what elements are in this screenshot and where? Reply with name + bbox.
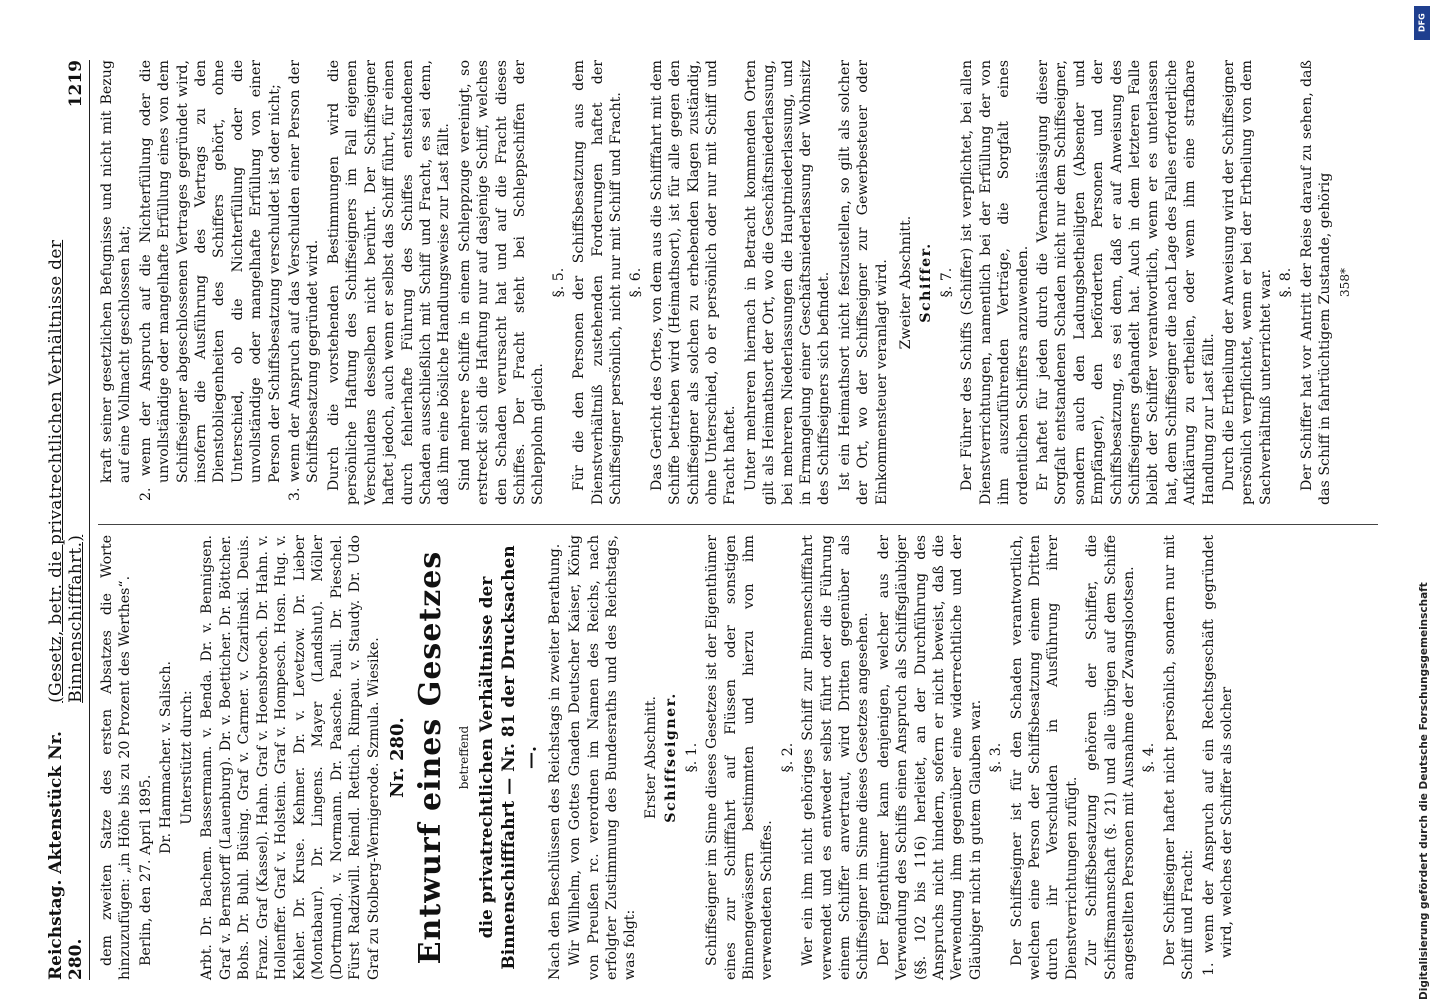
paragraph: Schiffseigner im Sinne dieses Gesetzes ist der Eigenthümer eines zur Schifffahrt auf Flüssen oder sonstigen Binnengewässern bestimmten und hierzu von ihm verwendeten Schiffes. [704, 535, 776, 980]
paragraph-number: §. 8. [1278, 267, 1295, 298]
page-number: 1219 [66, 60, 86, 108]
paragraph: Der Eigenthümer kann denjenigen, welcher aus der Verwendung des Schiffs einen Anspruch als Schiffsgläubiger (§§. 102 bis 116) herleitet, an der Durchführung des Anspruchs nicht hindern, sofern er nicht beweist, daß die Verwendung ihm gegenüber eine widerrechtliche und der Gläubiger nicht in gutem Glauben war. [875, 535, 984, 980]
section-title: Schiffer. [918, 242, 935, 323]
paragraph: Der Schiffseigner haftet nicht persönlich, sondern nur mit Schiff und Fracht: [1161, 535, 1197, 980]
signature-mark: 358* [1338, 268, 1353, 297]
paragraph-number: §. 2. [779, 742, 796, 773]
document-page [30, 40, 1410, 1000]
paragraph-number: §. 7. [938, 267, 955, 298]
digitization-note-text: Digitalisierung gefördert durch die Deutsche Forschungsgemeinschaft [1418, 582, 1430, 1000]
document-subtitle: die privatrechtlichen Verhältnisse der Binnenschifffahrt — Nr. 81 der Drucksachen —. [476, 545, 541, 970]
list-item: 1. wenn der Anspruch auf ein Rechtsgeschäft gegründet wird, welches der Schiffer als solcher [1200, 535, 1236, 976]
digitization-note [1418, 8, 1432, 1000]
paragraph-number: §. 6. [628, 267, 645, 298]
left-column [98, 535, 1238, 980]
paragraph: Ist ein Heimathsort nicht festzustellen, so gilt als solcher der Ort, wo der Schiffseigner zur Gewerbesteuer oder Einkommensteuer veranlagt wird. [836, 60, 890, 505]
list-item-continued: kraft seiner gesetzlichen Befugnisse und nicht mit Bezug auf eine Vollmacht geschlossen hat; [99, 60, 134, 483]
signers-list: Arbt. Dr. Bachem. Bassermann. v. Benda. Dr. v. Bennigsen. Graf v. Bernstorff (Lauenburg). Dr. v. Boetticher. Dr. Böttcher. Bohs. Dr. Buhl. Büsing. Graf v. Carmer. v. Czarlinski. Deuis. Franz. Graf (Kassel). Hahn. Graf v. Hoensbroech. Dr. Hahn. v. Hollenffer. Graf v. Holstein. Graf v. Hompesch. Hosn. Hug. v. Kehler. Dr. Kruse. Kehmer. Dr. v. Levetzow. Dr. Lieber (Montabaur). Dr. Lingens. Mayer (Landshut). Möller (Dortmund). v. Normann. Dr. Paasche. Pauli. Dr. Pieschel. Fürst Radziwill. Reindl. Rettich. Rimpau. v. Staudy. Dr. Udo Graf zu Stolberg-Wernigerode. Szmula. Wiesike. [199, 535, 382, 980]
column-divider [98, 524, 1378, 525]
paragraph: Für die den Personen der Schiffsbesatzung aus dem Dienstverhältniß zustehenden Forderungen haftet der Schiffseigner persönlich, nicht nur mit Schiff und Fracht. [571, 60, 624, 505]
paragraph: Unter mehreren hiernach in Betracht kommenden Orten gilt als Heimathsort der Ort, wo die Geschäftsniederlassung, bei mehreren Niederlassungen die Hauptniederlassung, und in Ermangelung einer Geschäftsniederlassung der Wohnsitz des Schiffseigners sich befindet. [742, 60, 833, 505]
paragraph: Der Schiffer hat vor Antritt der Reise darauf zu sehen, daß das Schiff in fahrtüchtigem Zustande, gehörig [1298, 60, 1333, 505]
doc-number: Nr. 280. [387, 717, 409, 798]
header-title: (Gesetz, betr. die privatrechtlichen Verhältnisse der Binnenschifffahrt.) [46, 239, 86, 703]
betreffend: betreffend [457, 725, 472, 790]
list-item: 2. wenn der Anspruch auf die Nichterfüllung oder die unvollständige oder mangelhafte Erfüllung eines von dem Schiffseigner abgeschlossenen Vertrages gegründet wird, insofern die Ausführung des Vertrags zu den Dienstobliegenheiten des Schiffers gehört, ohne Unterschied, ob die Nichterfüllung oder die unvollständige oder mangelhafte Erfüllung von einer Person der Schiffsbesatzung verschuldet ist oder nicht; [137, 60, 283, 501]
supported-by: Unterstützt durch: [178, 690, 195, 825]
list-item: 3. wenn der Anspruch auf das Verschulden einer Person der Schiffsbesatzung gegründet wird. [287, 60, 322, 501]
preamble: Wir Wilhelm, von Gottes Gnaden Deutscher Kaiser, König von Preußen rc. verordnen im Namen des Reichs, nach erfolgter Zustimmung des Bundesraths und des Reichstags, was folgt: [567, 535, 639, 980]
paragraph: Wer ein ihm nicht gehöriges Schiff zur Binnenschifffahrt verwendet und es entweder selbst führt oder die Führung einem Schiffer anvertraut, wird Dritten gegenüber als Schiffseigner im Sinne dieses Gesetzes angesehen. [800, 535, 872, 980]
paragraph: Er haftet für jeden durch die Vernachlässigung dieser Sorgfalt entstandenen Schaden nicht nur dem Schiffseigner, sondern auch den Ladungsbetheiligten (Absender und Empfänger), den beförderten Personen und der Schiffsbesatzung, es sei denn, daß er auf Anweisung des Schiffseigners gehandelt hat. Auch in dem letzteren Falle bleibt der Schiffer verantwortlich, wenn er es unterlassen hat, dem Schiffseigner die nach Lage des Falles erforderliche Aufklärung zu ertheilen, oder wenn ihm eine strafbare Handlung zur Last fällt. [1034, 60, 1217, 505]
paragraph-number: §. 5. [550, 267, 567, 298]
resolution-note: Nach den Beschlüssen des Reichstags in zweiter Berathung. [546, 543, 563, 980]
signer-main: Dr. Hammacher. v. Salisch. [158, 661, 175, 855]
paragraph-number: §. 3. [988, 742, 1005, 773]
section-heading: Erster Abschnitt. [642, 695, 659, 820]
paragraph: Sind mehrere Schiffe in einem Schleppzuge vereinigt, so erstreckt sich die Haftung nur auf dasjenige Schiff, welches den Schaden verursacht hat und auf die Fracht dieses Schiffes. Der Fracht steht bei Schleppschiffen der Schlepplohn gleich. [456, 60, 547, 505]
section-title: Schiffseigner. [663, 692, 680, 823]
date-line: Berlin, den 27. April 1895. [137, 774, 154, 966]
paragraph-number: §. 4. [1141, 742, 1158, 773]
paragraph: Der Führer des Schiffs (Schiffer) ist verpflichtet, bei allen Dienstverrichtungen, namentlich bei der Erfüllung der von ihm auszuführenden Verträge, die Sorgfalt eines ordentlichen Schiffers anzuwenden. [959, 60, 1031, 505]
right-column [98, 60, 1357, 505]
header-left: Reichstag. Aktenstück Nr. 280. [46, 731, 86, 980]
paragraph: Durch die Ertheilung der Anweisung wird der Schiffseigner persönlich verpflichtet, wenn er bei der Ertheilung von dem Sachverhältniß unterrichtet war. [1220, 60, 1274, 505]
dfg-logo-text: DFG [1417, 13, 1427, 33]
running-header [46, 60, 90, 980]
paragraph-number: §. 1. [683, 742, 700, 773]
document-title: Entwurf eines Gesetzes [413, 550, 449, 965]
paragraph: Das Gericht des Ortes, von dem aus die Schifffahrt mit dem Schiffe betrieben wird (Heimathsort), ist für alle gegen den Schiffseigner als solchen zu erhebenden Klagen zuständig, ohne Unterschied, ob er persönlich oder nur mit Schiff und Fracht haftet. [648, 60, 739, 505]
paragraph: Der Schiffseigner ist für den Schaden verantwortlich, welchen eine Person der Schiffsbesatzung einem Dritten durch ihr Verschulden in Ausführung ihrer Dienstverrichtungen zufügt. [1008, 535, 1080, 980]
paragraph: Zur Schiffsbesatzung gehören der Schiffer, die Schiffsmannschaft (§. 21) und alle übrigen auf dem Schiffe angestellten Personen mit Ausnahme der Zwangslootsen. [1084, 535, 1138, 980]
paragraph: Durch die vorstehenden Bestimmungen wird die persönliche Haftung des Schiffseigners im Fall eigenen Verschuldens desselben nicht berührt. Der Schiffseigner haftet jedoch, auch wenn er selbst das Schiff führt, für einen durch fehlerhafte Führung des Schiffes entstandenen Schaden ausschließlich mit Schiff und Fracht, es sei denn, daß ihm eine bösliche Handlungsweise zur Last fällt. [325, 60, 453, 505]
section-heading: Zweiter Abschnitt. [898, 215, 915, 350]
paragraph: dem zweiten Satze des ersten Absatzes die Worte hinzuzufügen: „in Höhe bis zu 20 Prozent des Werthes“. [99, 535, 134, 980]
